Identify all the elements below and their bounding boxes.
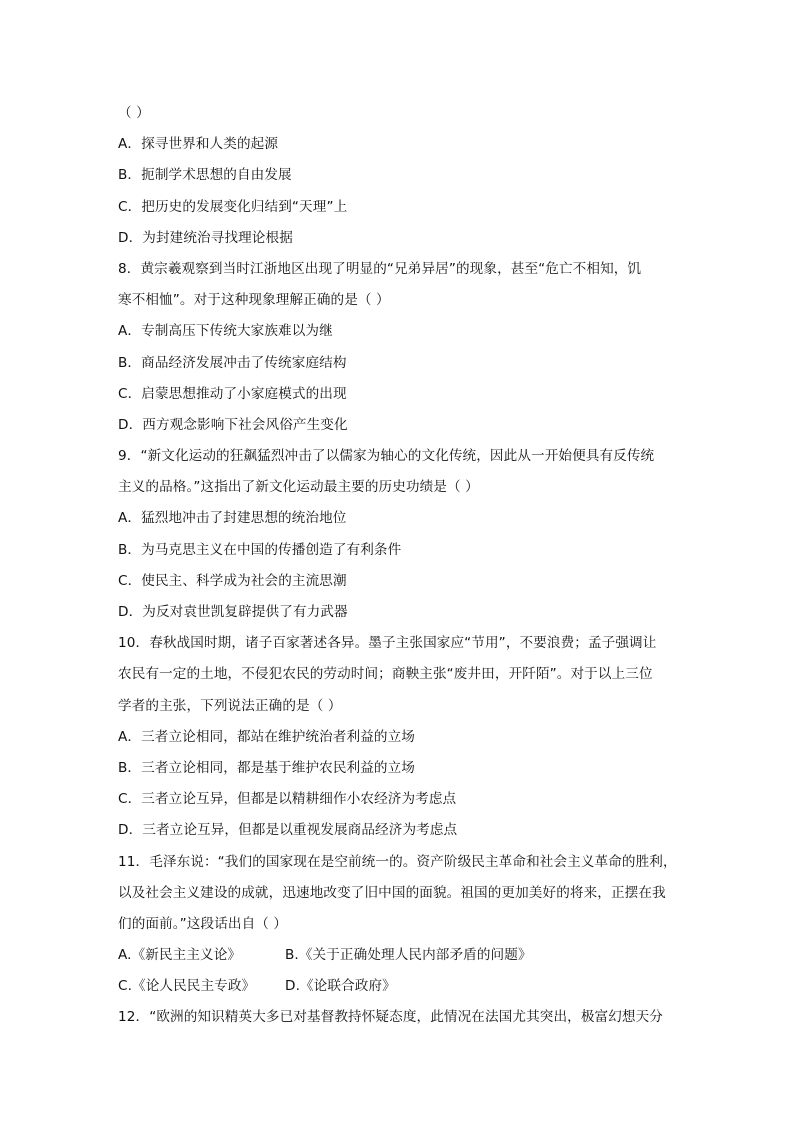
q9-stem-line-2: 主义的品格。”这指出了新文化运动最主要的历史功绩是（ ） xyxy=(118,479,479,496)
q7-option-d: D．为封建统治寻找理论根据 xyxy=(118,229,293,246)
q9-stem-line-1: 9．“新文化运动的狂飙猛烈冲击了以儒家为轴心的文化传统，因此从一开始便具有反传统 xyxy=(118,448,655,465)
q8-option-d: D．西方观念影响下社会风俗产生变化 xyxy=(118,416,348,433)
q9-option-d: D．为反对袁世凯复辟提供了有力武器 xyxy=(118,604,348,620)
q9-option-a: A．猛烈地冲击了封建思想的统治地位 xyxy=(118,510,347,527)
q7-answer-blank: （ ） xyxy=(118,105,150,121)
q10-option-a: A．三者立论相同，都站在维护统治者利益的立场 xyxy=(118,728,415,745)
q8-stem-line-2: 寒不相恤”。对于这种现象理解正确的是（ ） xyxy=(118,292,390,309)
q10-option-c: C．三者立论互异，但都是以精耕细作小农经济为考虑点 xyxy=(118,791,457,808)
q10-option-d: D．三者立论互异，但都是以重视发展商品经济为考虑点 xyxy=(118,822,458,839)
q10-stem-line-2: 农民有一定的土地，不侵犯农民的劳动时间；商鞅主张“废井田，开阡陌”。对于以上三位 xyxy=(118,666,653,683)
q8-option-a: A．专制高压下传统大家族难以为继 xyxy=(118,323,333,340)
q11-stem-line-2: 以及社会主义建设的成就，迅速地改变了旧中国的面貌。祖国的更加美好的将来，正摆在我 xyxy=(118,884,666,901)
q11-options-row-2 xyxy=(118,971,678,1002)
q7-option-a: A．探寻世界和人类的起源 xyxy=(118,136,279,153)
q8-stem-line-1: 8．黄宗羲观察到当时江浙地区出现了明显的“兄弟异居”的现象，甚至“危亡不相知，饥 xyxy=(118,260,642,277)
q7-option-b: B．扼制学术思想的自由发展 xyxy=(118,167,292,184)
q11-option-a: A.《新民主主义论》 xyxy=(118,947,242,964)
exam-page xyxy=(118,98,678,1034)
q10-stem-line-1: 10．春秋战国时期，诸子百家著述各异。墨子主张国家应“节用”，不要浪费；孟子强调让 xyxy=(118,635,657,652)
q9-option-c: C．使民主、科学成为社会的主流思潮 xyxy=(118,572,347,589)
q11-option-b: B.《关于正确处理人民内部矛盾的问题》 xyxy=(285,947,532,964)
q11-stem-line-3: 们的面前。”这段话出自（ ） xyxy=(118,915,288,932)
q11-stem-line-1: 11．毛泽东说：“我们的国家现在是空前统一的。资产阶级民主革命和社会主义革命的胜利， xyxy=(118,853,677,870)
q9-option-b: B．为马克思主义在中国的传播创造了有利条件 xyxy=(118,541,402,558)
q11-option-c: C.《论人民民主专政》 xyxy=(118,978,256,995)
q10-option-b: B．三者立论相同，都是基于维护农民利益的立场 xyxy=(118,759,415,776)
q11-option-d: D.《论联合政府》 xyxy=(285,978,396,995)
q12-stem-line-1: 12．“欧洲的知识精英大多已对基督教持怀疑态度，此情况在法国尤其突出，极富幻想天分 xyxy=(118,1009,663,1026)
q11-options-row-1 xyxy=(118,940,678,971)
q8-option-b: B．商品经济发展冲击了传统家庭结构 xyxy=(118,354,347,371)
q7-option-c: C．把历史的发展变化归结到“天理”上 xyxy=(118,198,348,215)
q8-option-c: C．启蒙思想推动了小家庭模式的出现 xyxy=(118,385,347,402)
q10-stem-line-3: 学者的主张，下列说法正确的是（ ） xyxy=(118,697,342,714)
